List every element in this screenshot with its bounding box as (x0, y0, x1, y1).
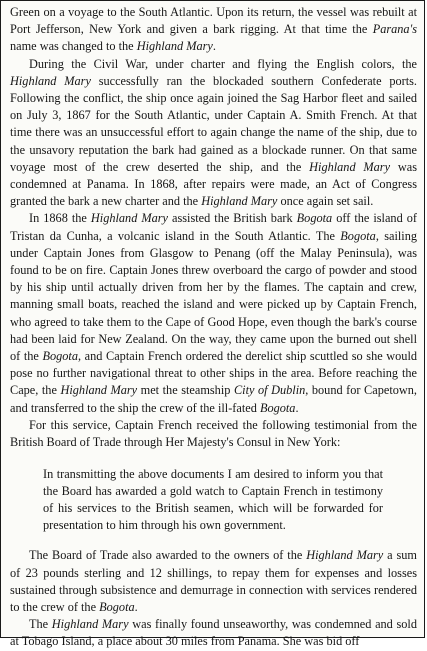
italic-term: Bogota (42, 349, 78, 364)
paragraph-3: In 1868 the Highland Mary assisted the British bark Bogota off the island of Tristan da Cunha, a volcanic island in the South Atlantic. The Bogota, sailing under Captain Jones from Glasgow to Penang (off the Malay Peninsula), was found to be on fire. Captain Jones threw overboard the cargo of powder and stood by his ship until actually driven from her by the flames. The captain and crew, manning small boats, reached the island and were picked up by Captain French, who agreed to take them to the Cape of Good Hope, even though the bark's course had been laid for New Zealand. On the way, they came upon the burned out shell of the Bogota, and Captain French ordered the derelict ship scuttled so she would pose no further navigational threat to other ships in the area. Before reaching the Cape, the Highland Mary met the steamship City of Dublin, bound for Capetown, and transferred to the ship the crew of the ill-fated Bogota. (10, 211, 418, 415)
italic-term: Bogota (340, 228, 376, 243)
italic-term: Highland Mary (309, 159, 391, 174)
italic-term: Bogota (99, 600, 135, 615)
paragraph-6: The Highland Mary was finally found unseaworthy, was condemned and sold at Tobago Island, a place about 30 miles from Panama. She was bid off (10, 617, 417, 649)
italic-term: Bogota (259, 400, 296, 415)
italic-term: Highland Mary (51, 617, 129, 632)
italic-term: Highland Mary (306, 548, 384, 563)
block-quote: In transmitting the above documents I am desired to inform you that the Board has awarded a gold watch to Captain French in testimony of his services to the British seamen, which will be forwarded for presentation to him through his own government. (43, 467, 383, 532)
italic-term: Highland Mary (60, 383, 138, 398)
paragraph-1: Green on a voyage to the South Atlantic. Upon its return, the vessel was rebuilt at Port Jefferson, New York and given a bark rigging. At that time the Parana's name was changed to the Highland Mary. (10, 5, 417, 54)
italic-term: Highland Mary (10, 73, 91, 88)
italic-term: Highland Mary (201, 194, 278, 209)
italic-term: City of Dublin (233, 383, 306, 398)
italic-term: Highland Mary (136, 39, 213, 54)
paragraph-2: During the Civil War, under charter and flying the English colors, the Highland Mary successfully ran the blockaded southern Confederate ports. Following the conflict, the ship once again joined the Sag Harbor fleet and sailed on July 3, 1867 for the South Atlantic, under Captain A. Smith French. At that time there was an unsuccessful effort to again change the name of the ship, due to the unsavory reputation the bark had gained as a blockade runner. On that same voyage most of the crew deserted the ship, and the Highland Mary was condemned at Panama. In 1868, after repairs were made, an Act of Congress granted the bark a new charter and the Highland Mary once again set sail. (10, 56, 418, 209)
document-body (10, 4, 417, 651)
italic-term: Highland Mary (90, 211, 168, 226)
paragraph-5: The Board of Trade also awarded to the owners of the Highland Mary a sum of 23 pounds sterling and 12 shillings, to repay them for expenses and losses sustained through subsistence and demurrage in connection with services rendered to the crew of the Bogota. (10, 548, 417, 615)
italic-term: Parana's (372, 22, 417, 37)
paragraph-4: For this service, Captain French received the following testimonial from the British Board of Trade through Her Majesty's Consul in New York: (10, 417, 417, 450)
italic-term: Bogota (296, 211, 333, 226)
